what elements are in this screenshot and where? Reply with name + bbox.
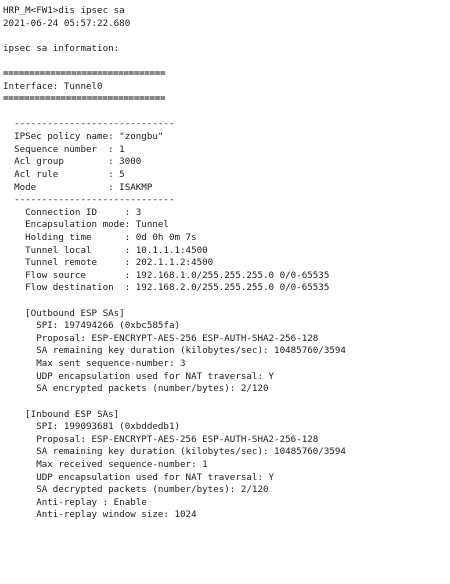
output-line: Anti-replay window size: 1024 xyxy=(3,509,197,521)
output-line: Flow destination : 192.168.2.0/255.255.255.0 0/0-65535 xyxy=(3,282,330,294)
output-line: SA remaining key duration (kilobytes/sec): 10485760/3594 xyxy=(3,446,346,458)
output-line: Anti-replay : Enable xyxy=(3,496,147,508)
output-line: UDP encapsulation used for NAT traversal: Y xyxy=(3,471,275,483)
output-line: Proposal: ESP-ENCRYPT-AES-256 ESP-AUTH-SHA2-256-128 xyxy=(3,332,319,344)
output-line: Encapsulation mode: Tunnel xyxy=(3,219,169,231)
command-prompt-line: HRP_M<FW1>dis ipsec sa xyxy=(3,5,125,16)
output-line: Acl rule : 5 xyxy=(3,168,125,180)
output-line: UDP encapsulation used for NAT traversal: Y xyxy=(3,370,275,382)
output-line: ipsec sa information: xyxy=(3,42,120,54)
output-line: Proposal: ESP-ENCRYPT-AES-256 ESP-AUTH-SHA2-256-128 xyxy=(3,433,319,445)
blank-line xyxy=(3,30,450,43)
output-line: SA remaining key duration (kilobytes/sec): 10485760/3594 xyxy=(3,345,346,357)
output-line: Connection ID : 3 xyxy=(3,206,142,218)
blank-line xyxy=(3,55,450,68)
output-line: Max received sequence-number: 1 xyxy=(3,458,208,470)
blank-line xyxy=(3,295,450,308)
output-line: Holding time : 0d 0h 0m 7s xyxy=(3,231,197,243)
output-line: Mode : ISAKMP xyxy=(3,181,153,193)
output-line: Flow source : 192.168.1.0/255.255.255.0 0/0-65535 xyxy=(3,269,330,281)
output-line: Interface: Tunnel0 xyxy=(3,80,103,92)
separator-line: ----------------------------- xyxy=(3,194,175,206)
output-line: [Outbound ESP SAs] xyxy=(3,307,125,319)
output-line: Sequence number : 1 xyxy=(3,143,125,155)
output-line: SPI: 199093681 (0xbddedb1) xyxy=(3,421,181,433)
output-line: SA encrypted packets (number/bytes): 2/120 xyxy=(3,383,269,395)
output-line: SA decrypted packets (number/bytes): 2/120 xyxy=(3,484,269,496)
separator-line: =============================== xyxy=(3,68,166,80)
output-line: IPSec policy name: "zongbu" xyxy=(3,131,164,143)
output-line: SPI: 197494266 (0xbc585fa) xyxy=(3,320,181,332)
blank-line xyxy=(3,396,450,409)
output-line: Tunnel remote : 202.1.1.2:4500 xyxy=(3,257,214,269)
blank-line xyxy=(3,106,450,119)
output-line: Acl group : 3000 xyxy=(3,156,142,168)
output-line: Max sent sequence-number: 3 xyxy=(3,358,186,370)
timestamp-line: 2021-06-24 05:57:22.680 xyxy=(3,17,131,29)
separator-line: ----------------------------- xyxy=(3,118,175,130)
output-line: Tunnel local : 10.1.1.1:4500 xyxy=(3,244,208,256)
separator-line: =============================== xyxy=(3,93,166,105)
output-line: [Inbound ESP SAs] xyxy=(3,408,120,420)
